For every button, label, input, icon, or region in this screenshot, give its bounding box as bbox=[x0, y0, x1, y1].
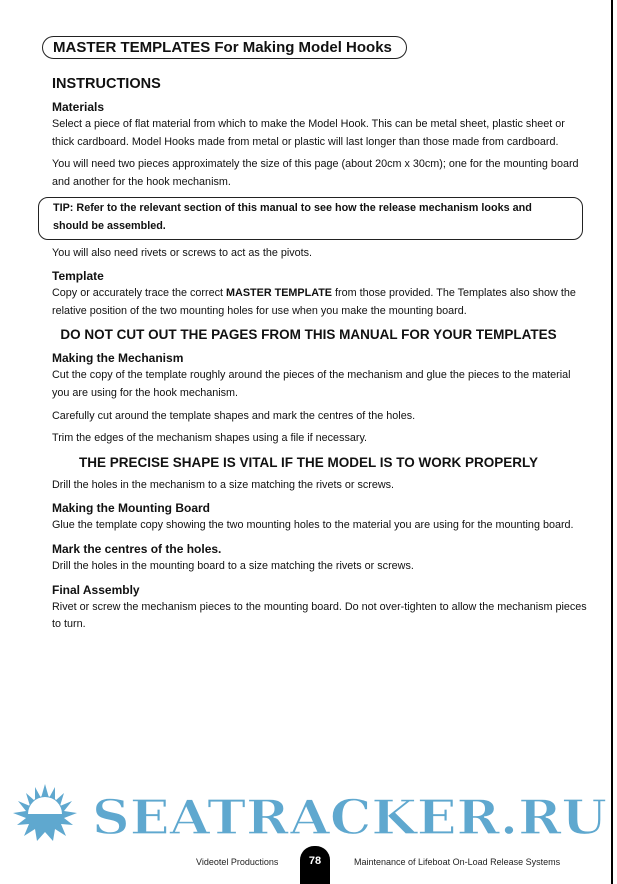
content-column bbox=[52, 36, 587, 634]
text: Copy or accurately trace the correct bbox=[52, 287, 227, 300]
mark-paragraph: Drill the holes in the mounting board to a size matching the rivets or screws. bbox=[52, 559, 414, 572]
instructions-heading: INSTRUCTIONS bbox=[52, 76, 161, 92]
page-edge-line bbox=[611, 0, 613, 884]
materials-paragraph: Select a piece of flat material from which to make the Model Hook. This can be metal sheet, plastic sheet or thick cardboard. Model Hooks made from metal or plastic will last longer than those made from cardboard. bbox=[52, 118, 565, 148]
mechanism-warning: THE PRECISE SHAPE IS VITAL IF THE MODEL IS TO WORK PROPERLY bbox=[78, 454, 539, 470]
template-warning: DO NOT CUT OUT THE PAGES FROM THIS MANUAL FOR YOUR TEMPLATES bbox=[60, 327, 557, 343]
board-heading: Making the Mounting Board bbox=[52, 501, 210, 516]
final-heading: Final Assembly bbox=[52, 582, 140, 597]
final-paragraph: Rivet or screw the mechanism pieces to the mounting board. Do not over-tighten to allow the mechanism pieces to turn. bbox=[52, 600, 587, 631]
watermark-text: SEATRACKER.RU bbox=[92, 790, 607, 842]
footer-title: Maintenance of Lifeboat On-Load Release Systems bbox=[354, 857, 561, 867]
mechanism-paragraph: Trim the edges of the mechanism shapes using a file if necessary. bbox=[52, 432, 368, 445]
text: from those provided. The Templates also show the relative position of the two mounting holes for use when you make the mounting board. bbox=[52, 287, 576, 317]
footer-publisher: Videotel Productions bbox=[196, 857, 279, 867]
page-title: MASTER TEMPLATES For Making Model Hooks bbox=[42, 36, 407, 59]
tip-box: TIP: Refer to the relevant section of this manual to see how the release mechanism looks and should be assembled. bbox=[38, 197, 583, 239]
emphasis: MASTER TEMPLATE bbox=[226, 287, 332, 300]
template-heading: Template bbox=[52, 269, 104, 284]
materials-heading: Materials bbox=[52, 100, 105, 114]
template-paragraph bbox=[52, 285, 587, 320]
watermark bbox=[0, 782, 617, 842]
mechanism-paragraph: Drill the holes in the mechanism to a size matching the rivets or screws. bbox=[52, 478, 395, 491]
mechanism-paragraph: Cut the copy of the template roughly around the pieces of the mechanism and glue the pieces to the material you are using for the hook mechanism. bbox=[52, 369, 571, 399]
page-number: 78 bbox=[300, 846, 330, 884]
materials-paragraph: You will also need rivets or screws to act as the pivots. bbox=[52, 246, 313, 259]
mark-heading: Mark the centres of the holes. bbox=[52, 541, 222, 556]
sun-icon bbox=[13, 784, 77, 841]
mechanism-heading: Making the Mechanism bbox=[52, 351, 184, 366]
materials-paragraph: You will need two pieces approximately the size of this page (about 20cm x 30cm); one for the mounting board and another for the hook mechanism. bbox=[52, 158, 579, 188]
mechanism-paragraph: Carefully cut around the template shapes and mark the centres of the holes. bbox=[52, 409, 416, 422]
board-paragraph: Glue the template copy showing the two mounting holes to the material you are using for the mounting board. bbox=[52, 519, 574, 532]
